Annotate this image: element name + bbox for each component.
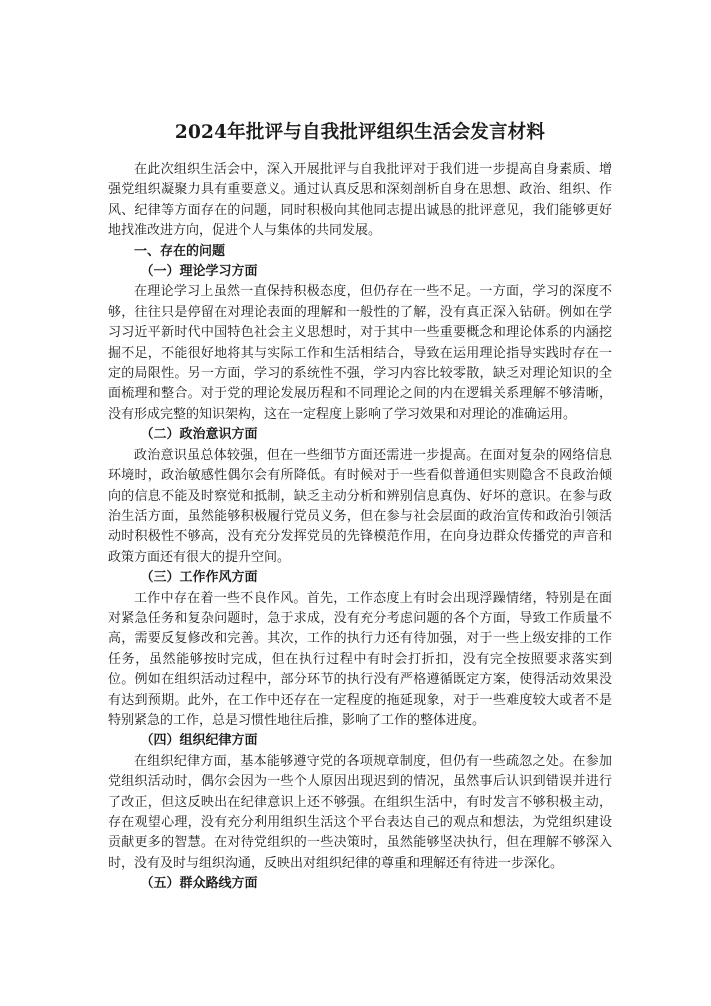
- subsection-heading-work-style: （三）工作作风方面: [140, 570, 258, 586]
- subsection-heading-discipline: （四）组织纪律方面: [140, 733, 258, 749]
- section-heading-problems: 一、存在的问题: [134, 243, 226, 259]
- subsection-heading-political-awareness: （二）政治意识方面: [140, 427, 258, 443]
- document-title: 2024年批评与自我批评组织生活会发言材料: [174, 122, 546, 143]
- subsection-heading-mass-line: （五）群众路线方面: [140, 876, 258, 892]
- document-body: [108, 120, 612, 895]
- intro-paragraph: 在此次组织生活会中，深入开展批评与自我批评对于我们进一步提高自身素质、增强党组织凝聚力具有重要意义。通过认真反思和深刻剖析自身在思想、政治、组织、作风、纪律等方面存在的问题，同时积极向其他同志提出诚恳的批评意见，我们能够更好地找准改进方向，促进个人与集体的共同发展。: [108, 162, 612, 239]
- paragraph-work-style: 工作中存在着一些不良作风。首先，工作态度上有时会出现浮躁情绪，特别是在面对紧急任务和复杂问题时，急于求成，没有充分考虑问题的各个方面，导致工作质量不高，需要反复修改和完善。其次，工作的执行力还有待加强，对于一些上级安排的工作任务，虽然能够按时完成，但在执行过程中有时会打折扣，没有完全按照要求落实到位。例如在组织活动过程中，部分环节的执行没有严格遵循既定方案，使得活动效果没有达到预期。此外，在工作中还存在一定程度的拖延现象，对于一些难度较大或者不是特别紧急的工作，总是习惯性地往后推，影响了工作的整体进度。: [108, 590, 612, 728]
- paragraph-theory-study: 在理论学习上虽然一直保持积极态度，但仍存在一些不足。一方面，学习的深度不够，往往只是停留在对理论表面的理解和一般性的了解，没有真正深入钻研。例如在学习习近平新时代中国特色社会主义思想时，对于其中一些重要概念和理论体系的内涵挖掘不足，不能很好地将其与实际工作和生活相结合，导致在运用理论指导实践时存在一定的局限性。另一方面，学习的系统性不强，学习内容比较零散，缺乏对理论知识的全面梳理和整合。对于党的理论发展历程和不同理论之间的内在逻辑关系理解不够清晰，没有形成完整的知识架构，这在一定程度上影响了学习效果和对理论的准确运用。: [108, 284, 612, 422]
- subsection-heading-theory-study: （一）理论学习方面: [140, 264, 258, 280]
- paragraph-discipline: 在组织纪律方面，基本能够遵守党的各项规章制度，但仍有一些疏忽之处。在参加党组织活动时，偶尔会因为一些个人原因出现迟到的情况，虽然事后认识到错误并进行了改正，但这反映出在纪律意识上还不够强。在组织生活中，有时发言不够积极主动，存在观望心理，没有充分利用组织生活这个平台表达自己的观点和想法，为党组织建设贡献更多的智慧。在对待党组织的一些决策时，虽然能够坚决执行，但在理解不够深入时，没有及时与组织沟通，反映出对组织纪律的尊重和理解还有待进一步深化。: [108, 753, 612, 871]
- paragraph-political-awareness: 政治意识虽总体较强，但在一些细节方面还需进一步提高。在面对复杂的网络信息环境时，政治敏感性偶尔会有所降低。有时候对于一些看似普通但实则隐含不良政治倾向的信息不能及时察觉和抵制，缺乏主动分析和辨别信息真伪、好坏的意识。在参与政治生活方面，虽然能够积极履行党员义务，但在参与社会层面的政治宣传和政治引领活动时积极性不够高，没有充分发挥党员的先锋模范作用，在向身边群众传播党的声音和政策方面还有很大的提升空间。: [108, 447, 612, 565]
